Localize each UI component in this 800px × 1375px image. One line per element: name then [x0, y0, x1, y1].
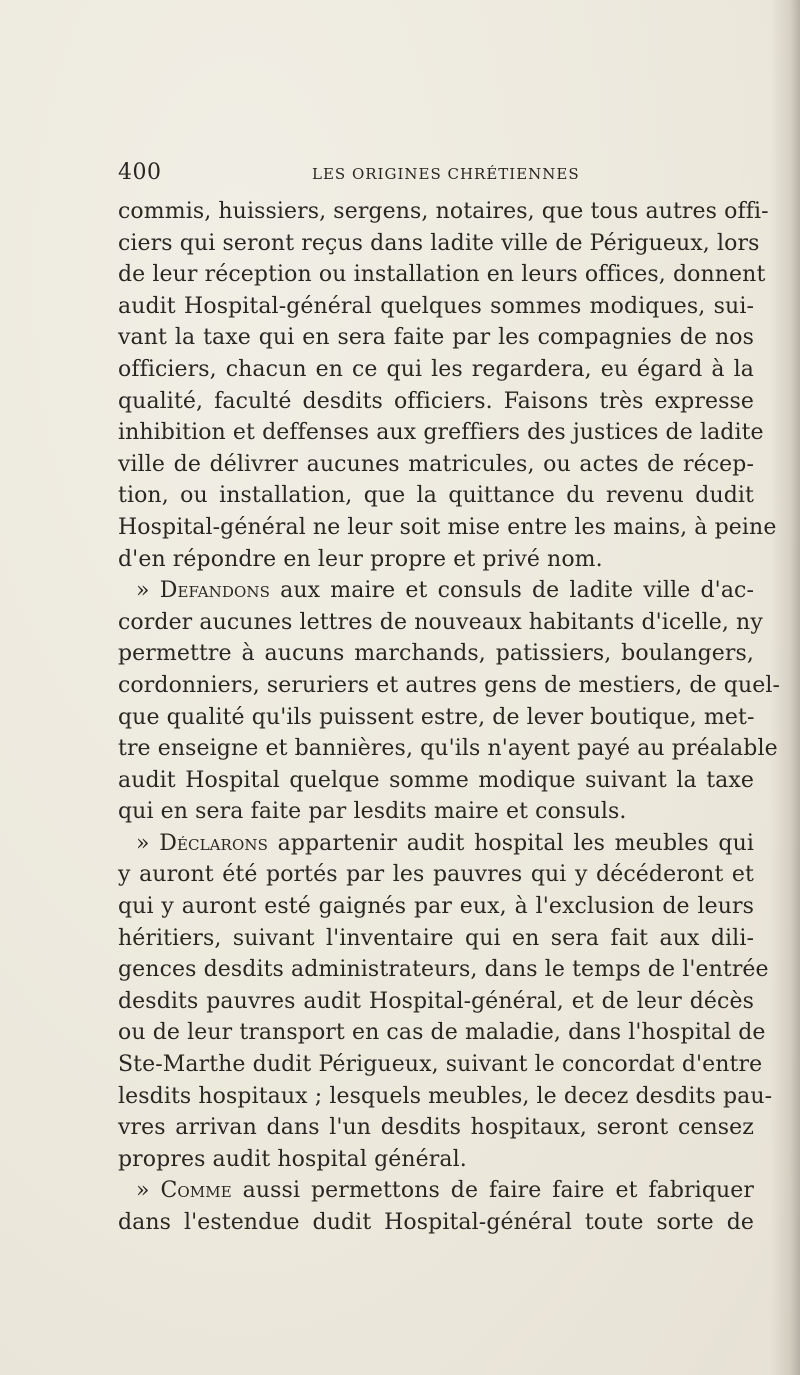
text-line: commis, huissiers, sergens, notaires, que tous autres offi-	[118, 199, 769, 224]
text-line: lesdits hospitaux ; lesquels meubles, le decez desdits pau-	[118, 1083, 773, 1109]
text-line: qualité, faculté desdits officiers. Faisons très expresse	[118, 388, 754, 414]
text-line: vant la taxe qui en sera faite par les compagnies de nos	[118, 325, 754, 351]
text-line: Hospital-général ne leur soit mise entre les mains, à peine	[118, 514, 777, 540]
text-line: ville de délivrer aucunes matricules, ou actes de récep-	[118, 451, 754, 477]
text-line: Ste-Marthe dudit Périgueux, suivant le concordat d'entre	[118, 1052, 763, 1078]
text-line: propres audit hospital général.	[118, 1146, 467, 1172]
paragraph-declarons-first-line	[118, 828, 754, 860]
quote-mark: »	[136, 578, 150, 604]
text-line: vres arrivan dans l'un desdits hospitaux, seront censez	[118, 1115, 754, 1141]
text-line: audit Hospital-général quelques sommes modiques, sui-	[118, 293, 754, 319]
text-line: tion, ou installation, que la quittance du revenu dudit	[118, 483, 754, 509]
text-line: que qualité qu'ils puissent estre, de lever boutique, met-	[118, 704, 755, 730]
text-line-rest: appartenir audit hospital les meubles qui	[267, 830, 754, 856]
paragraph-defandons-first-line	[118, 575, 754, 607]
quote-mark: »	[136, 830, 150, 856]
text-line-rest: aux maire et consuls de ladite ville d'ac-	[269, 578, 754, 604]
paragraph-lead-word: Defandons	[159, 578, 270, 604]
text-line: desdits pauvres audit Hospital-général, et de leur décès	[118, 988, 754, 1014]
text-line: officiers, chacun en ce qui les regardera, eu égard à la	[118, 356, 754, 382]
text-line: inhibition et deffenses aux greffiers des justices de ladite	[118, 420, 764, 446]
text-line: qui y auront esté gaignés par eux, à l'exclusion de leurs	[118, 894, 754, 920]
text-line: tre enseigne et bannières, qu'ils n'ayent payé au préalable	[118, 736, 778, 762]
text-line: dans l'estendue dudit Hospital-général toute sorte de	[118, 1210, 754, 1235]
text-line: audit Hospital quelque somme modique suivant la taxe	[118, 767, 754, 793]
text-line: permettre à aucuns marchands, patissiers, boulangers,	[118, 641, 754, 667]
paragraph-comme-first-line	[118, 1175, 754, 1207]
page-number: 400	[118, 160, 162, 185]
text-line: gences desdits administrateurs, dans le temps de l'entrée	[118, 957, 769, 983]
text-line: héritiers, suivant l'inventaire qui en sera fait aux dili-	[118, 925, 754, 951]
text-line: qui en sera faite par lesdits maire et consuls.	[118, 799, 627, 825]
text-line: ciers qui seront reçus dans ladite ville de Périgueux, lors	[118, 230, 760, 256]
text-line-rest: aussi permettons de faire faire et fabriquer	[231, 1178, 755, 1204]
quote-mark: »	[136, 1178, 150, 1204]
paragraph-lead-word: Comme	[160, 1178, 232, 1204]
body-text	[118, 196, 781, 1239]
text-line: d'en répondre en leur propre et privé nom.	[118, 546, 603, 572]
text-line: ou de leur transport en cas de maladie, dans l'hospital de	[118, 1020, 766, 1046]
page-header	[118, 160, 758, 190]
text-line: de leur réception ou installation en leurs offices, donnent	[118, 262, 766, 288]
text-line: cordonniers, seruriers et autres gens de mestiers, de quel-	[118, 672, 781, 698]
text-line: y auront été portés par les pauvres qui y décéderont et	[118, 862, 754, 888]
text-line: corder aucunes lettres de nouveaux habitants d'icelle, ny	[118, 609, 763, 635]
paragraph-lead-word: Déclarons	[159, 830, 268, 856]
running-title: LES ORIGINES CHRÉTIENNES	[312, 165, 580, 183]
